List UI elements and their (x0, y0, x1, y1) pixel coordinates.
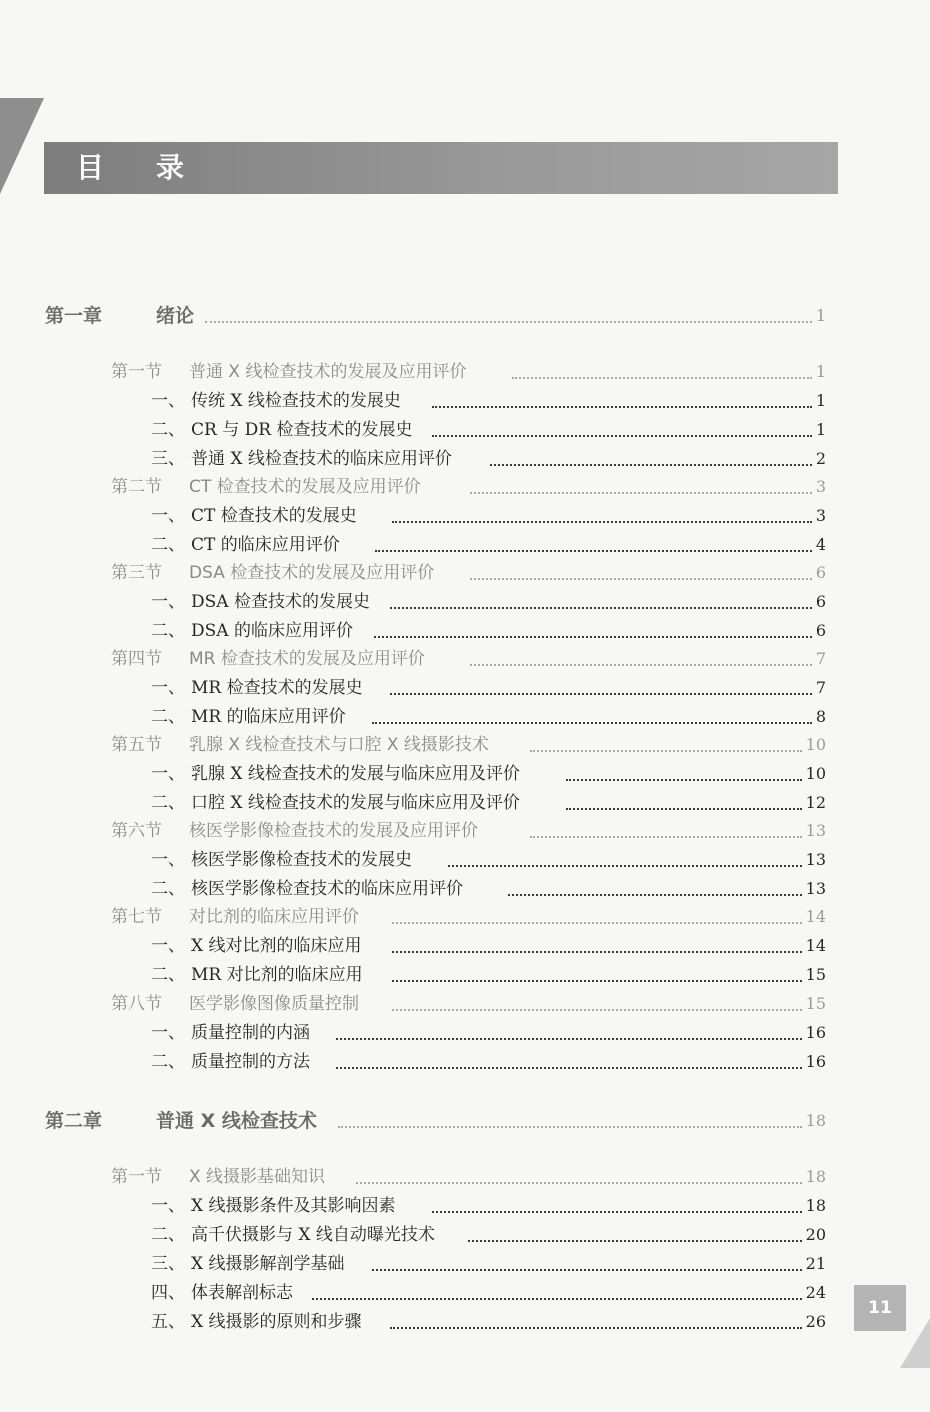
toc-entry-label: 三、 (151, 449, 185, 469)
corner-fold (900, 1318, 930, 1368)
toc-page-number: 12 (805, 793, 826, 812)
dot-leader (530, 740, 802, 752)
toc-entry-label: 一、 (151, 764, 185, 784)
page-number-badge: 11 (854, 1285, 906, 1331)
toc-entry-label: 第八节 (111, 994, 162, 1014)
toc-subsection-row (0, 704, 930, 730)
toc-entry-title: X 线摄影条件及其影响因素 (191, 1196, 396, 1216)
dot-leader (392, 912, 802, 924)
toc-page-number: 26 (805, 1312, 826, 1331)
toc-entry-title: 对比剂的临床应用评价 (189, 907, 359, 927)
dot-leader (566, 769, 802, 781)
dot-leader (336, 1057, 802, 1069)
toc-page-number: 16 (805, 1052, 826, 1071)
toc-entry-title: MR 检查技术的发展及应用评价 (189, 649, 425, 669)
toc-entry-title: 口腔 X 线检查技术的发展与临床应用及评价 (191, 793, 520, 813)
toc-entry-title: 体表解剖标志 (191, 1283, 293, 1303)
dot-leader (448, 855, 802, 867)
dot-leader (205, 311, 812, 323)
header-wedge (0, 98, 44, 194)
toc-entry-label: 二、 (151, 1052, 185, 1072)
toc-page-number: 16 (805, 1023, 826, 1042)
toc-subsection-row (0, 1049, 930, 1075)
toc-page-number: 24 (805, 1283, 826, 1302)
toc-page-number: 14 (805, 907, 826, 926)
toc-page-number: 18 (805, 1111, 826, 1130)
toc-page-number: 6 (815, 563, 826, 582)
toc-entry-label: 二、 (151, 621, 185, 641)
toc-entry-label: 一、 (151, 936, 185, 956)
toc-page-number: 8 (815, 707, 826, 726)
toc-entry-label: 一、 (151, 850, 185, 870)
dot-leader (470, 654, 812, 666)
toc-subsection-row (0, 1309, 930, 1335)
toc-subsection-row (0, 876, 930, 902)
dot-leader (468, 1230, 802, 1242)
toc-subsection-row (0, 1020, 930, 1046)
toc-entry-title: 乳腺 X 线检查技术与口腔 X 线摄影技术 (189, 735, 489, 755)
toc-page-number: 1 (815, 306, 826, 325)
toc-subsection-row (0, 962, 930, 988)
toc-entry-title: 核医学影像检查技术的发展史 (191, 850, 412, 870)
toc-section-row (0, 1164, 930, 1190)
toc-entry-title: 质量控制的方法 (191, 1052, 310, 1072)
toc-entry-title: 医学影像图像质量控制 (189, 994, 359, 1014)
toc-entry-label: 二、 (151, 1225, 185, 1245)
toc-chapter-row (0, 303, 930, 329)
toc-entry-label: 一、 (151, 592, 185, 612)
dot-leader (390, 1317, 802, 1329)
toc-page-number: 3 (815, 477, 826, 496)
dot-leader (392, 970, 802, 982)
toc-subsection-row (0, 388, 930, 414)
toc-subsection-row (0, 1193, 930, 1219)
toc-subsection-row (0, 446, 930, 472)
toc-page-number: 15 (805, 994, 826, 1013)
toc-entry-label: 第四节 (111, 649, 162, 669)
toc-entry-title: DSA 的临床应用评价 (191, 621, 353, 641)
toc-entry-title: 传统 X 线检查技术的发展史 (191, 391, 401, 411)
toc-entry-label: 二、 (151, 535, 185, 555)
toc-page-number: 1 (815, 362, 826, 381)
toc-chapter-row (0, 1108, 930, 1134)
dot-leader (512, 367, 812, 379)
toc-entry-title: X 线对比剂的临床应用 (191, 936, 362, 956)
toc-entry-title: 乳腺 X 线检查技术的发展与临床应用及评价 (191, 764, 520, 784)
toc-page-number: 2 (815, 449, 826, 468)
toc-page-number: 1 (815, 420, 826, 439)
toc-page-number: 6 (815, 621, 826, 640)
toc-page-number: 13 (805, 850, 826, 869)
toc-section-row (0, 646, 930, 672)
toc-subsection-row (0, 1280, 930, 1306)
toc-section-row (0, 991, 930, 1017)
toc-page-number: 4 (815, 535, 826, 554)
toc-entry-title: 核医学影像检查技术的发展及应用评价 (189, 821, 478, 841)
toc-section-row (0, 818, 930, 844)
toc-page-number: 1 (815, 391, 826, 410)
toc-entry-title: 高千伏摄影与 X 线自动曝光技术 (191, 1225, 435, 1245)
toc-entry-label: 二、 (151, 793, 185, 813)
dot-leader (392, 941, 802, 953)
dot-leader (530, 826, 802, 838)
toc-page-number: 21 (805, 1254, 826, 1273)
toc-subsection-row (0, 532, 930, 558)
toc-entry-label: 一、 (151, 1023, 185, 1043)
toc-page-number: 10 (805, 735, 826, 754)
dot-leader (566, 798, 802, 810)
toc-subsection-row (0, 933, 930, 959)
toc-entry-title: 绪论 (156, 305, 195, 327)
toc-subsection-row (0, 847, 930, 873)
toc-subsection-row (0, 618, 930, 644)
toc-entry-label: 四、 (151, 1283, 185, 1303)
toc-subsection-row (0, 589, 930, 615)
dot-leader (312, 1288, 802, 1300)
dot-leader (508, 884, 802, 896)
toc-entry-label: 第一节 (111, 362, 162, 382)
dot-leader (374, 626, 812, 638)
dot-leader (372, 1259, 802, 1271)
toc-entry-title: MR 对比剂的临床应用 (191, 965, 363, 985)
toc-entry-title: CT 的临床应用评价 (191, 535, 340, 555)
toc-entry-title: X 线摄影基础知识 (189, 1167, 326, 1187)
toc-entry-label: 第五节 (111, 735, 162, 755)
toc-subsection-row (0, 675, 930, 701)
toc-section-row (0, 904, 930, 930)
toc-entry-label: 一、 (151, 678, 185, 698)
toc-entry-title: DSA 检查技术的发展及应用评价 (189, 563, 435, 583)
toc-subsection-row (0, 1251, 930, 1277)
dot-leader (392, 511, 812, 523)
toc-page-number: 10 (805, 764, 826, 783)
toc-page-number: 13 (805, 879, 826, 898)
dot-leader (390, 597, 812, 609)
toc-subsection-row (0, 790, 930, 816)
toc-entry-title: 核医学影像检查技术的临床应用评价 (191, 879, 463, 899)
dot-leader (432, 396, 812, 408)
toc-entry-label: 二、 (151, 879, 185, 899)
toc-entry-label: 一、 (151, 391, 185, 411)
toc-page-number: 3 (815, 506, 826, 525)
dot-leader (390, 683, 812, 695)
dot-leader (470, 568, 812, 580)
toc-section-row (0, 732, 930, 758)
dot-leader (336, 1028, 802, 1040)
toc-entry-title: DSA 检查技术的发展史 (191, 592, 370, 612)
toc-entry-label: 五、 (151, 1312, 185, 1332)
toc-entry-label: 一、 (151, 506, 185, 526)
toc-entry-title: CR 与 DR 检查技术的发展史 (191, 420, 413, 440)
toc-entry-title: 普通 X 线检查技术的发展及应用评价 (189, 362, 467, 382)
toc-page-number: 20 (805, 1225, 826, 1244)
toc-entry-label: 第二节 (111, 477, 162, 497)
toc-page-number: 18 (805, 1196, 826, 1215)
toc-entry-label: 二、 (151, 707, 185, 727)
toc-entry-title: X 线摄影的原则和步骤 (191, 1312, 362, 1332)
toc-entry-label: 二、 (151, 420, 185, 440)
dot-leader (375, 540, 812, 552)
toc-entry-label: 第六节 (111, 821, 162, 841)
toc-entry-label: 第一章 (45, 305, 103, 327)
dot-leader (490, 454, 812, 466)
page-title: 目录 (76, 151, 237, 184)
toc-entry-title: 普通 X 线检查技术 (156, 1110, 317, 1132)
toc-entry-label: 第二章 (45, 1110, 103, 1132)
toc-entry-title: 质量控制的内涵 (191, 1023, 310, 1043)
toc-entry-label: 三、 (151, 1254, 185, 1274)
toc-entry-label: 第三节 (111, 563, 162, 583)
toc-page-number: 6 (815, 592, 826, 611)
toc-entry-title: X 线摄影解剖学基础 (191, 1254, 345, 1274)
dot-leader (356, 1172, 802, 1184)
toc-entry-label: 第一节 (111, 1167, 162, 1187)
toc-entry-label: 二、 (151, 965, 185, 985)
toc-page-number: 13 (805, 821, 826, 840)
toc-subsection-row (0, 1222, 930, 1248)
toc-entry-title: CT 检查技术的发展史 (191, 506, 357, 526)
toc-entry-title: MR 检查技术的发展史 (191, 678, 363, 698)
toc-page-number: 7 (815, 678, 826, 697)
toc-section-row (0, 560, 930, 586)
dot-leader (432, 1201, 802, 1213)
dot-leader (392, 999, 802, 1011)
toc-section-row (0, 474, 930, 500)
dot-leader (338, 1116, 802, 1128)
toc-subsection-row (0, 503, 930, 529)
toc-page-number: 14 (805, 936, 826, 955)
toc-entry-label: 一、 (151, 1196, 185, 1216)
toc-entry-label: 第七节 (111, 907, 162, 927)
toc-entry-title: CT 检查技术的发展及应用评价 (189, 477, 421, 497)
toc-page-number: 18 (805, 1167, 826, 1186)
dot-leader (432, 425, 812, 437)
toc-section-row (0, 359, 930, 385)
dot-leader (372, 712, 812, 724)
toc-subsection-row (0, 417, 930, 443)
dot-leader (470, 482, 812, 494)
toc-entry-title: 普通 X 线检查技术的临床应用评价 (191, 449, 452, 469)
toc-entry-title: MR 的临床应用评价 (191, 707, 346, 727)
toc-page-number: 15 (805, 965, 826, 984)
toc-subsection-row (0, 761, 930, 787)
toc-page-number: 7 (815, 649, 826, 668)
